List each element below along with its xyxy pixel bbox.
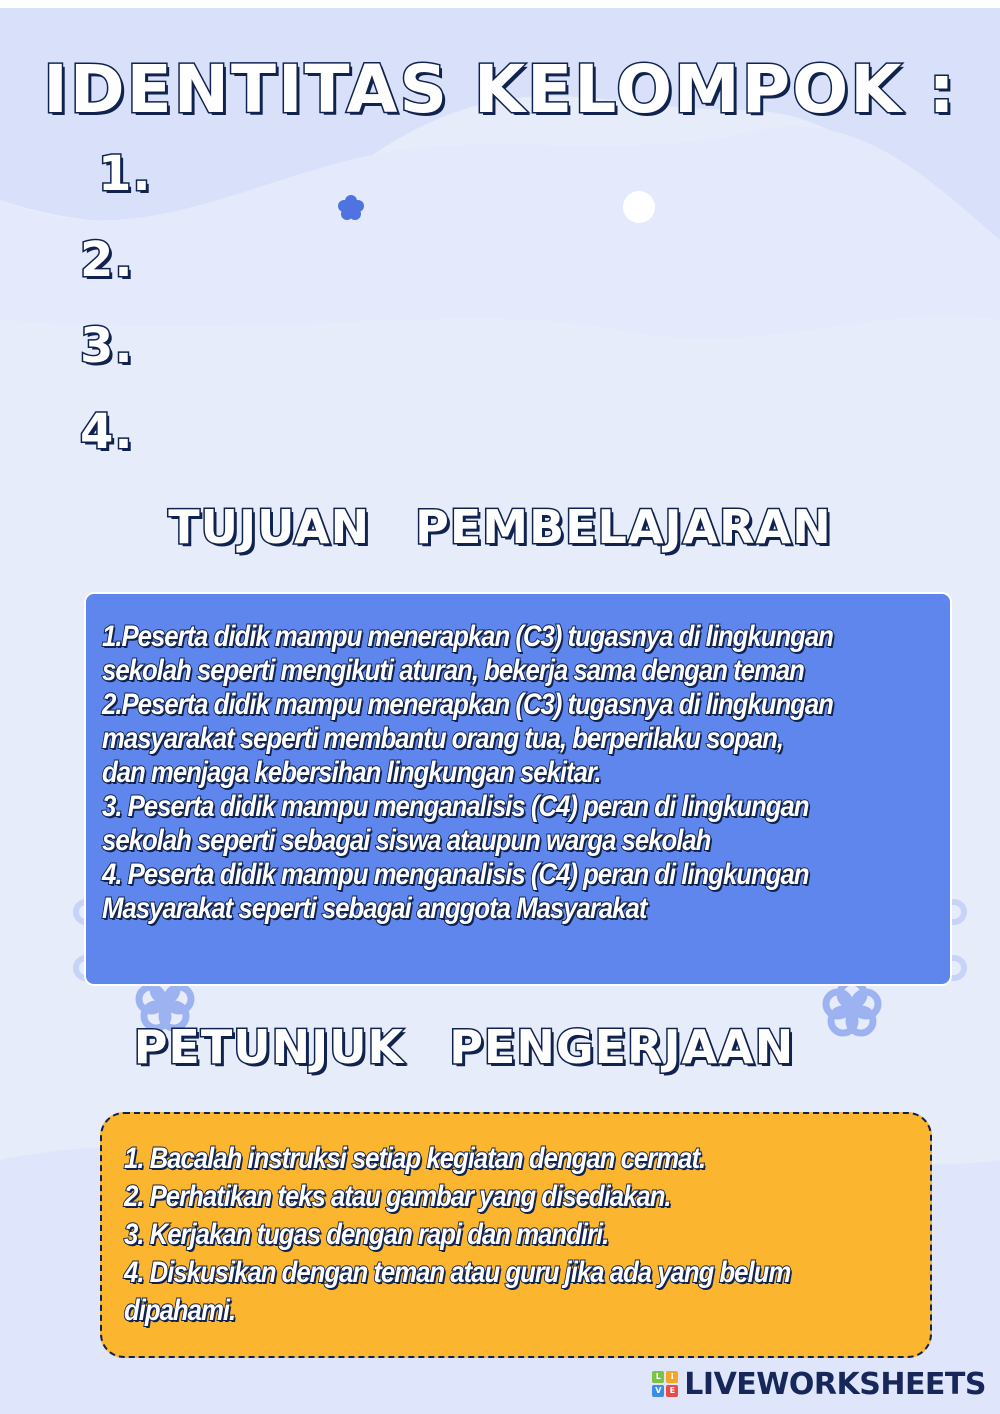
- tujuan-box: [84, 592, 952, 986]
- tujuan-line: masyarakat seperti membantu orang tua, berperilaku sopan,: [102, 722, 784, 755]
- logo-letter: V: [652, 1385, 664, 1397]
- liveworksheets-logo-icon: [652, 1371, 678, 1397]
- petunjuk-line: 1. Bacalah instruksi setiap kegiatan dengan cermat.: [124, 1142, 706, 1175]
- tujuan-line: dan menjaga kebersihan lingkungan sekitar.: [102, 756, 601, 789]
- logo-letter: E: [666, 1385, 678, 1397]
- member-number-1: 1.: [98, 146, 152, 202]
- member-number-4: 4.: [80, 404, 134, 460]
- logo-letter: I: [666, 1371, 678, 1383]
- petunjuk-line: 4. Diskusikan dengan teman atau guru jika ada yang belum: [124, 1256, 791, 1289]
- petunjuk-line: dipahami.: [124, 1294, 236, 1327]
- tujuan-line: sekolah seperti sebagai siswa ataupun warga sekolah: [102, 824, 711, 857]
- tujuan-line: 3. Peserta didik mampu menganalisis (C4) peran di lingkungan: [102, 790, 809, 823]
- tujuan-line: sekolah seperti mengikuti aturan, bekerja sama dengan teman: [102, 654, 804, 687]
- tujuan-heading: TUJUAN PEMBELAJARAN: [168, 500, 832, 554]
- petunjuk-line: 3. Kerjakan tugas dengan rapi dan mandiri.: [124, 1218, 609, 1251]
- page-title: IDENTITAS KELOMPOK :: [43, 51, 957, 128]
- member-number-3: 3.: [80, 318, 134, 374]
- petunjuk-heading: PETUNJUK PENGERJAAN: [133, 1020, 795, 1074]
- tujuan-line: 1.Peserta didik mampu menerapkan (C3) tugasnya di lingkungan: [102, 620, 833, 653]
- tujuan-line: 4. Peserta didik mampu menganalisis (C4) peran di lingkungan: [102, 858, 809, 891]
- liveworksheets-brand[interactable]: [652, 1364, 986, 1404]
- tujuan-line: 2.Peserta didik mampu menerapkan (C3) tugasnya di lingkungan: [102, 688, 833, 721]
- brand-text: LIVEWORKSHEETS: [684, 1366, 986, 1402]
- petunjuk-box: [100, 1112, 932, 1358]
- logo-letter: L: [652, 1371, 664, 1383]
- petunjuk-line: 2. Perhatikan teks atau gambar yang disediakan.: [124, 1180, 671, 1213]
- member-number-2: 2.: [80, 232, 134, 288]
- tujuan-line: Masyarakat seperti sebagai anggota Masyarakat: [102, 892, 647, 925]
